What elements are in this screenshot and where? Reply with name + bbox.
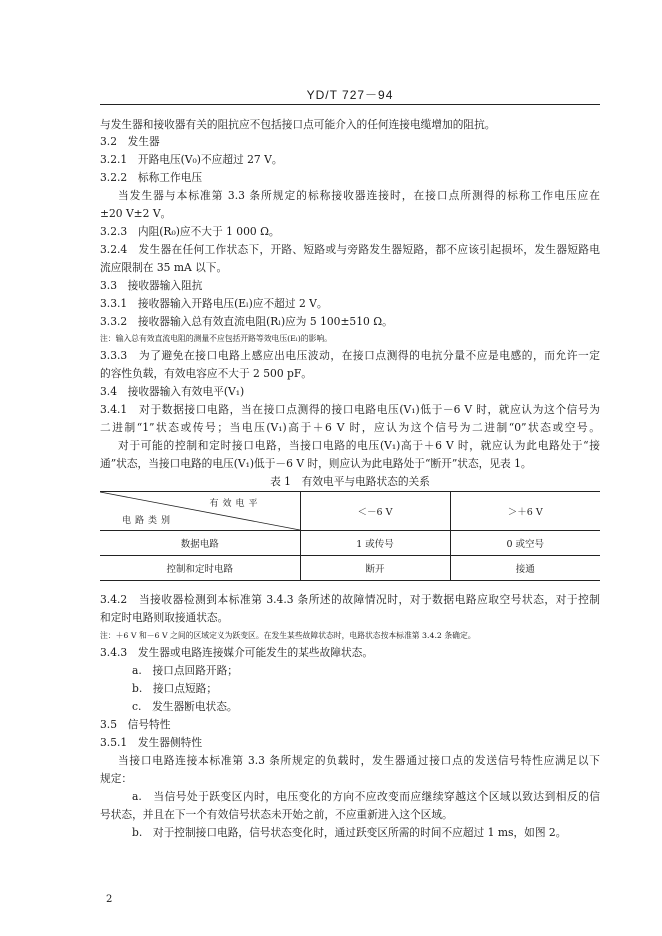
circuit-state-table [100, 491, 600, 581]
section-heading: 3.2 发生器 [100, 135, 160, 148]
text-line: 3.3.1 接收器输入开路电压(Eₗ)应不超过 2 V。 [100, 297, 328, 310]
table-corner-cell [100, 492, 300, 531]
text-line: 的容性负载，有效电容应不大于 2 500 pF。 [100, 367, 312, 380]
list-item: b. 对于控制接口电路，信号状态变化时，通过跃变区所需的时间不应超过 1 ms，如图 2。 [132, 826, 567, 839]
row-label-control-circuit: 控制和定时电路 [100, 556, 300, 581]
text-line: 号状态，并且在下一个有效信号状态未开始之前，不应重新进入这个区域。 [100, 808, 453, 821]
corner-header-circuit: 电路类别 [122, 516, 175, 526]
table-cell: 1 或传号 [300, 531, 450, 556]
text-line: 当发生器与本标准第 3.3 条所规定的标称接收器连接时，在接口点所测得的标称工作电压应在 [118, 189, 600, 202]
text-line: 3.2.1 开路电压(V₀)不应超过 27 V。 [100, 153, 283, 166]
table-cell: 0 或空号 [450, 531, 600, 556]
text-line: 3.4.2 当接收器检测到本标准第 3.4.3 条所述的故障情况时，对于数据电路应取空号状态，对于控制 [100, 593, 600, 606]
text-line: 3.4.3 发生器或电路连接媒介可能发生的某些故障状态。 [100, 646, 374, 659]
section-heading: 3.5 信号特性 [100, 718, 171, 731]
text-line: 3.3.3 为了避免在接口电路上感应出电压波动，在接口点测得的电抗分量不应是电感的，而允许一定 [100, 349, 600, 362]
row-label-data-circuit: 数据电路 [100, 531, 300, 556]
column-header-positive: ＞＋6 V [450, 492, 600, 531]
text-line: 流应限制在 35 mA 以下。 [100, 261, 228, 274]
text-line: 3.2.3 内阻(R₀)应不大于 1 000 Ω。 [100, 225, 280, 238]
list-item: b. 接口点短路； [132, 682, 218, 695]
list-item: c. 发生器断电状态。 [132, 700, 238, 713]
text-line: 规定： [100, 772, 133, 785]
section-heading: 3.4 接收器输入有效电平(V₁) [100, 385, 245, 398]
list-item: a. 当信号处于跃变区内时，电压变化的方向不应改变而应继续穿越这个区域以致达到相反的信 [132, 790, 600, 803]
header-rule [100, 104, 600, 105]
text-line: ±20 V±2 V。 [100, 207, 172, 220]
column-header-negative: ＜－6 V [300, 492, 450, 531]
text-line: 和定时电路则取接通状态。 [100, 611, 229, 624]
table-cell: 接通 [450, 556, 600, 581]
text-line: 3.4.1 对于数据接口电路，当在接口点测得的接口电路电压(V₁)低于－6 V 时，就应认为这个信号为 [100, 403, 600, 416]
section-heading: 3.2.2 标称工作电压 [100, 171, 203, 184]
text-line: 通”状态，当接口电路的电压(V₁)低于－6 V 时，则应认为此电路处于“断开”状态，见表 1。 [100, 457, 532, 470]
text-line: 当接口电路连接本标准第 3.3 条所规定的负载时，发生器通过接口点的发送信号特性应满足以下 [118, 754, 600, 767]
note-line: 注：输入总有效直流电阻的测量不应包括开路等效电压(Eₗ)的影响。 [100, 334, 332, 343]
text-line: 对于可能的控制和定时接口电路，当接口电路的电压(V₁)高于＋6 V 时，就应认为此电路处于“接 [118, 439, 600, 452]
table-cell: 断开 [300, 556, 450, 581]
note-line: 注：＋6 V 和－6 V 之间的区域定义为跃变区。在发生某些故障状态时，电路状态按本标准第 3.4.2 条确定。 [100, 631, 476, 640]
corner-header-level: 有效电平 [209, 499, 262, 509]
section-heading: 3.3 接收器输入阻抗 [100, 279, 203, 292]
text-line: 与发生器和接收器有关的阻抗应不包括接口点可能介入的任何连接电缆增加的阻抗。 [100, 118, 496, 131]
table-caption: 表 1 有效电平与电路状态的关系 [270, 475, 430, 488]
document-code-header: YD/T 727－94 [306, 88, 394, 102]
section-heading: 3.5.1 发生器侧特性 [100, 736, 203, 749]
text-line: 二进制“1”状态或传号；当电压(V₁)高于＋6 V 时，应认为这个信号为二进制“0”状态或空号。 [100, 421, 600, 434]
list-item: a. 接口点回路开路； [132, 664, 238, 677]
page-number: 2 [106, 894, 113, 905]
text-line: 3.2.4 发生器在任何工作状态下，开路、短路或与旁路发生器短路，都不应该引起损坏，发生器短路电 [100, 243, 600, 256]
text-line: 3.3.2 接收器输入总有效直流电阻(Rₗ)应为 5 100±510 Ω。 [100, 315, 393, 328]
